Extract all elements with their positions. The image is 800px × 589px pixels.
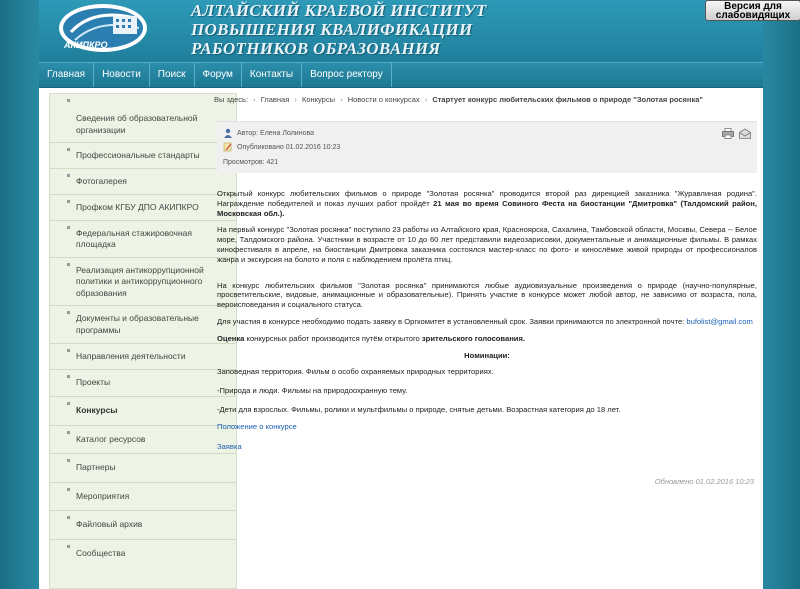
article-text-bold: зрительского голосования. — [421, 333, 526, 343]
link-paragraph — [217, 442, 757, 452]
contest-regulations-link[interactable]: Положение о конкурсе — [217, 421, 297, 431]
nominations-title-text: Номинации: — [464, 350, 510, 360]
site-title-line: РАБОТНИКОВ ОБРАЗОВАНИЯ — [191, 39, 441, 58]
article-paragraph — [217, 334, 757, 344]
sidebar-item-photo-gallery[interactable]: Фотогалерея — [50, 169, 236, 196]
nav-item-forum[interactable]: Форум — [195, 63, 242, 87]
article-paragraph — [217, 317, 757, 327]
sidebar-item-org-info[interactable]: Сведения об образовательной организации — [50, 94, 236, 143]
views-text: Просмотров: 421 — [223, 159, 279, 166]
breadcrumb-prefix: Вы здесь: — [214, 95, 249, 104]
sidebar-item-events[interactable]: Мероприятия — [50, 483, 236, 512]
article-text: Открытый конкурс любительских фильмов о природе "Золотая росянка" проводится второй раз дирекцией заказника "Журавлиная родина". Награждение победителей и показ лучших работ пройдёт — [217, 189, 757, 208]
site-title-line: ПОВЫШЕНИЯ КВАЛИФИКАЦИИ — [191, 20, 473, 39]
article-text: конкурсных работ производится путём открытого — [244, 333, 422, 343]
article-paragraph: На конкурс любительских фильмов "Золотая росянка" принимаются любые аудиовизуальные произведения о природе (научно-популярные, просветительские, видовые, анимационные и образовательные). Принять участие в конкурсе может любой автор, не зависимо от возраста, пола, вероисповедания и социального статуса. — [217, 280, 757, 310]
breadcrumb-separator: › — [424, 95, 428, 104]
nomination-item: -Дети для взрослых. Фильмы, ролики и мультфильмы о природе, снятые детьми. Возрастная категория до 18 лет. — [217, 404, 621, 414]
breadcrumb-link-contests[interactable]: Конкурсы — [301, 95, 335, 104]
sidebar-item-communities[interactable]: Сообщества — [50, 540, 236, 568]
accessibility-version-button[interactable]: Версия для слабовидящих — [705, 0, 800, 21]
print-icon[interactable] — [722, 128, 734, 139]
nav-item-ask-rector[interactable]: Вопрос ректору — [302, 63, 392, 87]
article-body — [217, 189, 757, 458]
nomination-item: Заповедная территория. Фильм о особо охраняемых природных территориях. — [217, 367, 494, 377]
breadcrumb — [214, 93, 762, 107]
sidebar-item-federal-site[interactable]: Федеральная стажировочная площадка — [50, 221, 236, 258]
nav-item-home[interactable]: Главная — [39, 63, 94, 87]
nomination-item: -Природа и люди. Фильмы на природоохранную тему. — [217, 386, 408, 396]
breadcrumb-link-home[interactable]: Главная — [260, 95, 290, 104]
site-title — [191, 1, 611, 58]
site-header — [39, 0, 791, 62]
sidebar-item-partners[interactable]: Партнеры — [50, 454, 236, 483]
updated-date: Обновлено 01.02.2016 10:23 — [654, 477, 754, 486]
published-row — [223, 142, 340, 153]
email-icon[interactable] — [739, 128, 751, 139]
breadcrumb-separator: › — [294, 95, 297, 104]
breadcrumb-separator: › — [340, 95, 343, 104]
sidebar-item-file-archive[interactable]: Файловый архив — [50, 511, 236, 540]
breadcrumb-separator: › — [253, 95, 256, 104]
sidebar-item-contests[interactable]: Конкурсы — [50, 397, 236, 426]
main-area — [39, 88, 763, 589]
article-tools — [722, 128, 751, 139]
sidebar-item-anticorruption[interactable]: Реализация антикоррупционной политики и антикоррупционного образования — [50, 258, 236, 307]
nav-item-contacts[interactable]: Контакты — [242, 63, 302, 87]
sidebar-item-documents[interactable]: Документы и образовательные программы — [50, 306, 236, 344]
site-title-line: АЛТАЙСКИЙ КРАЕВОЙ ИНСТИТУТ — [191, 1, 487, 20]
article-meta — [217, 121, 757, 173]
email-link[interactable]: bufolist@gmail.com — [686, 316, 753, 326]
nav-item-news[interactable]: Новости — [94, 63, 150, 87]
breadcrumb-current: Стартует конкурс любительских фильмов о природе "Золотая росянка" — [432, 95, 703, 104]
logo-caption: АКИПКРО — [64, 40, 108, 50]
nav-item-search[interactable]: Поиск — [150, 63, 195, 87]
sidebar-item-prof-standards[interactable]: Профессиональные стандарты — [50, 143, 236, 169]
author-row — [223, 128, 314, 139]
article-text-bold: Оценка — [217, 333, 245, 343]
article-text: Для участия в конкурсе необходимо подать заявку в Оргкомитет в установленный срок. Заявки принимаются по электронной почте: — [217, 316, 687, 326]
author-text: Автор: Елена Лолинова — [237, 130, 315, 137]
sidebar-item-projects[interactable]: Проекты — [50, 370, 236, 398]
application-link[interactable]: Заявка — [217, 441, 242, 451]
nominations-title — [217, 351, 757, 361]
sidebar-item-resource-catalog[interactable]: Каталог ресурсов — [50, 426, 236, 455]
user-icon — [223, 128, 233, 138]
article-paragraph — [217, 189, 757, 218]
article-paragraph: На первый конкурс "Золотая росянка" поступило 23 работы из Алтайского края, Красноярска, Сахалина, Тамбовской области, Москвы, Севера -- Белое море, Талдомского района. Участники в возрасте от 10 до 60 лет представили видеозарисовки, документальные и анимационные фильмы. В рамках кинофестиваля в апреле, на биостанции Дмитровка заказника состоялся мастер-класс по фото- и кинослёмке живой природы от профессионалов жанра и экскурсия на болото и поля с наблюдением пролёта птиц. — [217, 225, 757, 264]
pencil-icon — [223, 142, 233, 152]
sidebar — [49, 93, 237, 589]
sidebar-item-directions[interactable]: Направления деятельности — [50, 344, 236, 370]
breadcrumb-link-contest-news[interactable]: Новости о конкурсах — [347, 95, 420, 104]
content-area — [214, 93, 762, 589]
published-text: Опубликовано 01.02.2016 10:23 — [237, 144, 341, 151]
article-text-bold: 21 мая во время Совиного Феста на биостанции "Дмитровка" (Талдомский район, Московская обл.). — [217, 198, 758, 218]
link-paragraph — [217, 422, 757, 432]
main-nav — [39, 62, 763, 88]
sidebar-item-trade-union[interactable]: Профком КГБУ ДПО АКИПКРО — [50, 195, 236, 221]
